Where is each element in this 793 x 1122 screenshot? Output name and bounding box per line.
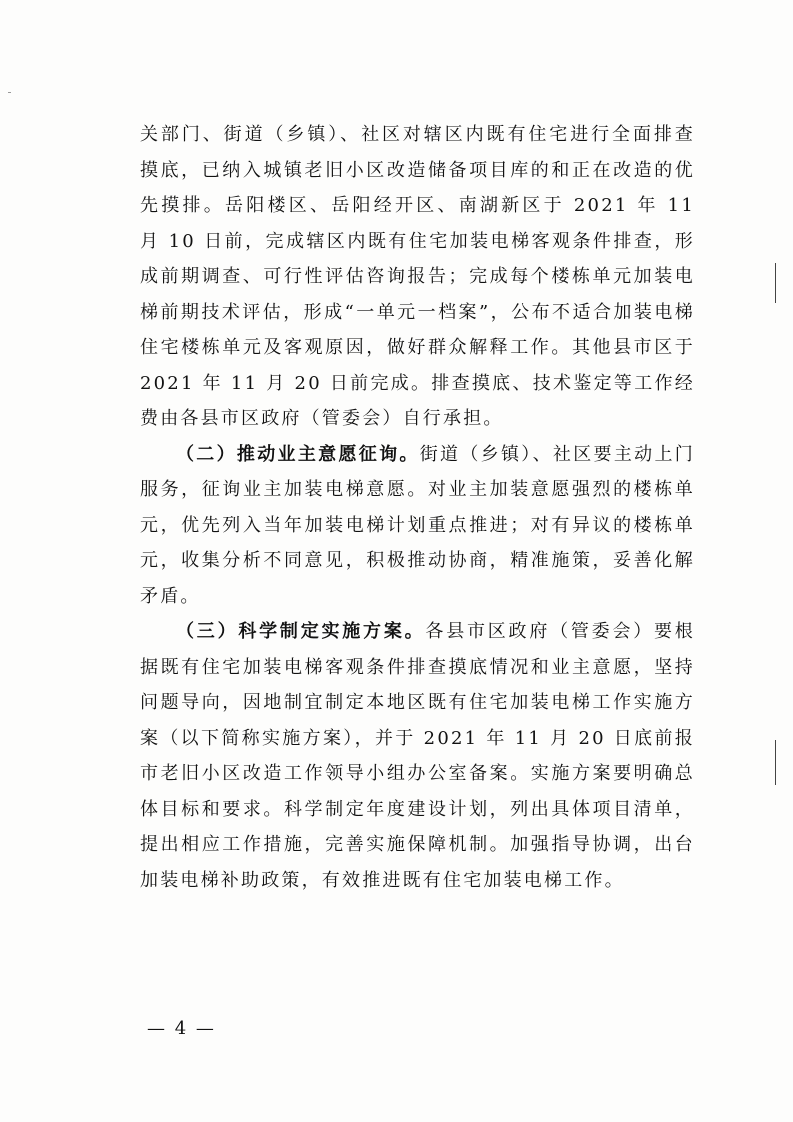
section-2-body: 街道（乡镇）、社区要主动上门服务，征询业主加装电梯意愿。对业主加装意愿强烈的楼栋单元，优先列入当年加装电梯计划重点推进；对有异议的楼栋单元，收集分析不同意见，积极推动协商，精准施策，妥善化解矛盾。 [140,443,695,607]
page-number: — 4 — [147,1018,216,1039]
scan-artifact [8,92,11,93]
section-2-heading: （二）推动业主意愿征询。 [176,443,420,465]
section-3-paragraph [140,614,695,898]
scan-edge-mark [775,263,776,303]
section-3-body: 各县市区政府（管委会）要根据既有住宅加装电梯客观条件排查摸底情况和业主意愿，坚持问题导向，因地制宜制定本地区既有住宅加装电梯工作实施方案（以下简称实施方案），并于 2021 年 11 月 20 日底前报市老旧小区改造工作领导小组办公室备案。实施方案要明确总体目标和要求。科学制定年度建设计划，列出具体项目清单，提出相应工作措施，完善实施保障机制。加强指导协调，出台加装电梯补助政策，有效推进既有住宅加装电梯工作。 [140,621,695,891]
paragraph-continued: 关部门、街道（乡镇）、社区对辖区内既有住宅进行全面排查摸底，已纳入城镇老旧小区改造储备项目库的和正在改造的优先摸排。岳阳楼区、岳阳经开区、南湖新区于 2021 年 11 月 10 日前，完成辖区内既有住宅加装电梯客观条件排查，形成前期调查、可行性评估咨询报告；完成每个楼栋单元加装电梯前期技术评估，形成“一单元一档案”，公布不适合加装电梯住宅楼栋单元及客观原因，做好群众解释工作。其他县市区于 2021 年 11 月 20 日前完成。排查摸底、技术鉴定等工作经费由各县市区政府（管委会）自行承担。 [140,124,695,429]
section-3-heading: （三）科学制定实施方案。 [176,621,426,642]
section-2-paragraph [140,437,695,615]
document-body [140,117,695,898]
scan-edge-mark [775,740,776,785]
